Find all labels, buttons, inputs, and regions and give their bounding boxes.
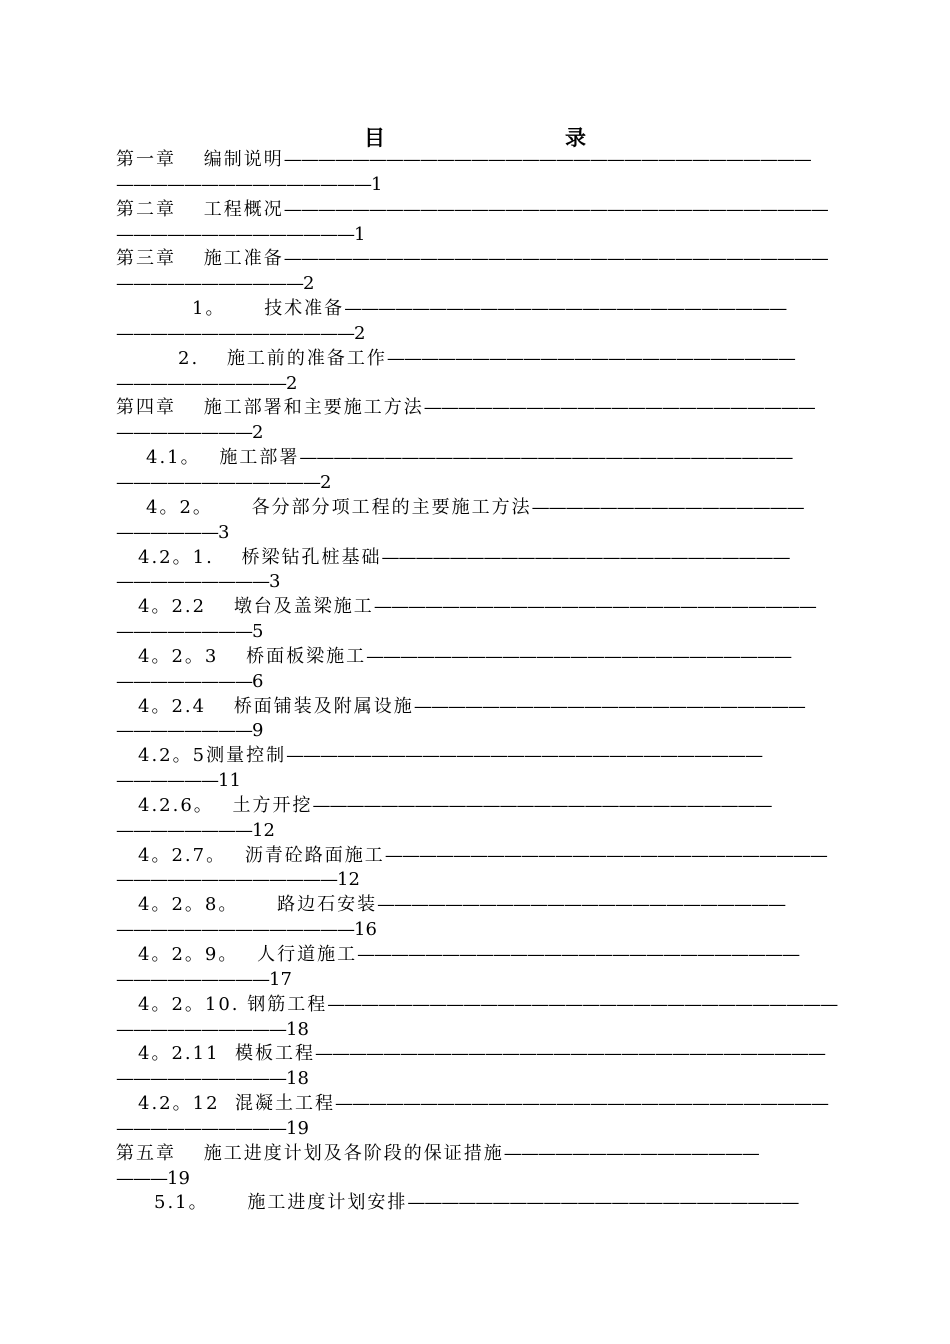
toc-entry[interactable] — [116, 943, 838, 993]
toc-entry-label: 工程概况 — [203, 198, 284, 220]
toc-entry-label: 人行道施工 — [257, 944, 358, 965]
toc-leader-dashes: —————— — [116, 770, 218, 792]
toc-page-number: 9 — [252, 720, 264, 742]
toc-entry-line — [116, 546, 838, 571]
toc-leader-dashes: ——————————————— — [116, 173, 371, 195]
toc-entry-continuation — [116, 968, 838, 993]
toc-entry-number: 4。2.7。 — [138, 844, 218, 866]
toc-entry-gap — [192, 447, 220, 468]
toc-entry-continuation — [116, 620, 838, 645]
toc-entry-number: 4。2。10. — [138, 993, 240, 1015]
toc-entry-number: 第一章 — [116, 149, 176, 170]
toc-entry-number: 第四章 — [116, 397, 176, 419]
toc-leader-dashes: ———————————————————————————————— — [283, 198, 828, 220]
toc-entry-continuation — [116, 570, 838, 595]
toc-entry-continuation — [116, 1018, 838, 1043]
toc-leader-dashes: ————————————— — [116, 869, 337, 891]
toc-leader-dashes: ———————————————————————————— — [286, 745, 763, 767]
toc-leader-dashes: —————————————————————————————— — [327, 993, 838, 1015]
toc-entry[interactable] — [116, 1042, 838, 1092]
toc-entry-number: 第二章 — [116, 198, 176, 220]
toc-leader-dashes: ————————————————————————— — [366, 645, 792, 667]
toc-leader-dashes: ———————————————— — [531, 496, 804, 518]
toc-entry-gap — [206, 696, 234, 717]
toc-entry-continuation — [116, 719, 838, 744]
toc-leader-dashes: ———————— — [116, 670, 252, 692]
toc-entry-line — [116, 297, 838, 322]
toc-leader-dashes: ——————————————————————— — [423, 397, 815, 419]
toc-entry-line — [116, 148, 838, 173]
toc-page-number: 12 — [252, 819, 275, 841]
toc-leader-dashes: —————————————— — [116, 223, 354, 245]
toc-page-number: 1 — [354, 223, 366, 245]
toc-entry-gap — [176, 1143, 204, 1164]
toc-leader-dashes: ———————— — [116, 621, 252, 643]
toc-entry-continuation — [116, 1216, 838, 1241]
toc-entry-continuation — [116, 223, 838, 248]
toc-entry[interactable] — [116, 198, 838, 248]
toc-page-number: 2 — [320, 471, 332, 493]
toc-page-number: 19 — [167, 1167, 190, 1189]
toc-entry-number: 5.1。 — [154, 1192, 200, 1214]
toc-entry-line — [116, 645, 838, 670]
toc-entry-line — [116, 396, 838, 421]
toc-leader-dashes: ——————————————————————— — [413, 695, 805, 717]
toc-entry-number: 4.1。 — [146, 447, 192, 469]
toc-entry-line — [116, 893, 838, 918]
toc-title-char-2: 录 — [565, 125, 586, 150]
toc-leader-dashes: —————————— — [116, 1018, 286, 1040]
toc-entry-line — [116, 695, 838, 720]
toc-leader-dashes: ———————— — [116, 720, 252, 742]
toc-page-number: 2 — [252, 422, 264, 444]
toc-entry-continuation — [116, 868, 838, 893]
toc-leader-dashes: —————————————————————————— — [373, 596, 816, 618]
toc-entry-line — [116, 744, 838, 769]
toc-entry-line — [116, 844, 838, 869]
toc-entry-number: 4.2。12 — [138, 1093, 220, 1115]
toc-entry-label: 模板工程 — [234, 1043, 315, 1065]
toc-page-number: 18 — [286, 1018, 309, 1040]
toc-leader-dashes: —————————————— — [116, 322, 354, 344]
toc-entry-number: 4。2。 — [146, 496, 204, 518]
toc-leader-dashes: ————————— — [116, 968, 269, 990]
toc-entry-line — [116, 1191, 838, 1216]
toc-entry-continuation — [116, 173, 838, 198]
toc-entry-gap — [205, 795, 233, 816]
toc-entry-gap — [176, 199, 204, 220]
toc-entry-label: 桥梁钻孔桩基础 — [241, 546, 382, 568]
toc-entry-continuation — [116, 1167, 838, 1192]
toc-page-number: 11 — [218, 770, 241, 792]
toc-leader-dashes: ————————— — [116, 571, 269, 593]
toc-entry-gap — [229, 944, 257, 965]
table-of-contents — [116, 148, 838, 1241]
toc-entry-gap — [199, 348, 227, 369]
toc-leader-dashes: —————————————————————————— — [384, 844, 827, 866]
toc-leader-dashes: —————————————————————————— — [357, 944, 800, 965]
toc-entry-line — [116, 198, 838, 223]
toc-entry[interactable] — [116, 1191, 838, 1241]
toc-entry-continuation — [116, 372, 838, 397]
toc-leader-dashes: ——————————————— — [503, 1142, 759, 1164]
toc-leader-dashes: —————————— — [116, 372, 286, 394]
toc-entry[interactable] — [116, 893, 838, 943]
toc-entry[interactable] — [116, 695, 838, 745]
toc-entry-line — [116, 1092, 838, 1117]
toc-entry-gap — [200, 1192, 248, 1213]
toc-entry-label: 各分部分项工程的主要施工方法 — [251, 496, 532, 518]
toc-entry-label: 土方开挖 — [232, 794, 313, 816]
toc-entry-gap — [220, 1043, 235, 1064]
toc-entry-continuation — [116, 521, 838, 546]
toc-entry[interactable] — [116, 347, 838, 397]
toc-entry-line — [116, 943, 838, 968]
toc-leader-dashes: ———————————— — [116, 471, 320, 493]
toc-entry-continuation — [116, 670, 838, 695]
toc-entry-label: 施工进度计划及各阶段的保证措施 — [203, 1142, 504, 1164]
toc-entry-continuation — [116, 272, 838, 297]
toc-page-number: 5 — [252, 621, 264, 643]
toc-entry-line — [116, 595, 838, 620]
toc-entry-gap — [176, 397, 204, 418]
toc-entry-line — [116, 347, 838, 372]
toc-entry-number: 第五章 — [116, 1142, 176, 1164]
toc-entry[interactable] — [116, 546, 838, 596]
toc-page-number: 2 — [354, 322, 366, 344]
toc-entry[interactable] — [116, 148, 838, 198]
toc-entry-continuation — [116, 769, 838, 794]
toc-leader-dashes: ——————————————————————————— — [312, 794, 772, 816]
toc-entry[interactable] — [116, 794, 838, 844]
toc-entry-number: 1。 — [192, 298, 217, 320]
toc-page-number: 2 — [286, 372, 298, 394]
toc-entry[interactable] — [116, 744, 838, 794]
toc-entry-label: 测量控制 — [206, 745, 287, 767]
toc-entry-gap — [220, 1093, 235, 1114]
toc-entry-label: 墩台及盖梁施工 — [233, 596, 374, 618]
toc-page-number: 6 — [252, 670, 264, 692]
toc-entry-gap — [206, 596, 234, 617]
toc-page-number: 16 — [354, 919, 377, 941]
toc-entry-gap — [176, 248, 204, 269]
toc-entry-number: 4.2.6。 — [138, 794, 205, 816]
toc-entry-continuation — [116, 819, 838, 844]
toc-entry[interactable] — [116, 446, 838, 496]
toc-entry-line — [116, 794, 838, 819]
toc-entry[interactable] — [116, 1092, 838, 1142]
toc-page-number: 17 — [269, 968, 292, 990]
toc-entry-gap — [214, 547, 242, 568]
toc-leader-dashes: —————————— — [116, 1117, 286, 1139]
toc-leader-dashes: —————————————————————————— — [344, 298, 787, 320]
toc-leader-dashes: ———————————————————————————————— — [283, 248, 828, 270]
toc-entry-number: 4。2.2 — [138, 596, 207, 618]
toc-entry-continuation — [116, 1067, 838, 1092]
toc-title-char-1: 目 — [364, 125, 385, 150]
toc-entry-label: 施工前的准备工作 — [226, 347, 387, 369]
toc-leader-dashes: —————————————— — [116, 919, 354, 941]
toc-entry-continuation — [116, 471, 838, 496]
toc-leader-dashes: ———————————————————————— — [377, 894, 786, 916]
toc-page-number: 12 — [337, 869, 360, 891]
toc-entry-number: 4。2.11 — [138, 1043, 220, 1065]
toc-entry-continuation — [116, 421, 838, 446]
toc-entry-gap — [229, 894, 277, 915]
toc-entry-number: 4。2。3 — [138, 645, 219, 667]
toc-entry-line — [116, 247, 838, 272]
toc-entry-gap — [218, 646, 246, 667]
toc-page-number: 18 — [286, 1068, 309, 1090]
toc-entry-continuation — [116, 918, 838, 943]
toc-entry-number: 4。2。9。 — [138, 944, 230, 965]
toc-entry-label: 施工进度计划安排 — [247, 1192, 408, 1214]
toc-entry[interactable] — [116, 247, 838, 297]
toc-leader-dashes: —————————————————————————————— — [314, 1043, 825, 1065]
toc-entry[interactable] — [116, 496, 838, 546]
toc-entry-label: 桥面铺装及附属设施 — [233, 695, 414, 717]
toc-entry-gap — [176, 149, 204, 170]
toc-entry[interactable] — [116, 396, 838, 446]
toc-entry-number: 第三章 — [116, 248, 176, 270]
toc-entry-label: 施工准备 — [203, 248, 284, 270]
toc-entry-continuation — [116, 322, 838, 347]
toc-entry[interactable] — [116, 1142, 838, 1192]
toc-entry-number: 2. — [178, 347, 200, 369]
toc-leader-dashes: —————— — [116, 521, 218, 543]
toc-entry-gap — [204, 497, 252, 518]
toc-entry-label: 混凝土工程 — [234, 1093, 335, 1115]
toc-page-number: 3 — [269, 571, 281, 593]
toc-entry-label: 钢筋工程 — [247, 993, 328, 1015]
toc-entry-label: 路边石安装 — [277, 894, 378, 916]
toc-entry-line — [116, 446, 838, 471]
toc-entry[interactable] — [116, 297, 838, 347]
toc-leader-dashes: ——————————————————————————————— — [283, 149, 811, 170]
toc-leader-dashes: ————————————————————————————— — [334, 1093, 828, 1115]
toc-entry[interactable] — [116, 595, 838, 645]
toc-entry-label: 施工部署 — [219, 447, 300, 469]
toc-entry[interactable] — [116, 844, 838, 894]
toc-entry-label: 沥青砼路面施工 — [244, 844, 385, 866]
toc-leader-dashes: ———————— — [116, 819, 252, 841]
toc-page-number: 2 — [303, 273, 315, 295]
toc-leader-dashes: ———————————————————————— — [381, 546, 790, 568]
toc-entry-label: 施工部署和主要施工方法 — [203, 397, 424, 419]
toc-leader-dashes: —————————— — [116, 1068, 286, 1090]
toc-leader-dashes: ——————————— — [116, 273, 303, 295]
toc-entry-line — [116, 1042, 838, 1067]
toc-entry[interactable] — [116, 645, 838, 695]
toc-entry[interactable] — [116, 993, 838, 1043]
toc-leader-dashes: ——————————————————————— — [407, 1192, 799, 1214]
toc-page-number: 1 — [371, 173, 383, 195]
toc-entry-line — [116, 496, 838, 521]
toc-entry-number: 4.2。5 — [138, 745, 207, 767]
toc-entry-label: 编制说明 — [203, 149, 284, 170]
toc-entry-continuation — [116, 1117, 838, 1142]
toc-leader-dashes: ———————————————————————— — [386, 347, 795, 369]
toc-leader-dashes: ——— — [116, 1167, 167, 1189]
toc-entry-gap — [217, 845, 245, 866]
toc-leader-dashes: ———————— — [116, 422, 252, 444]
toc-entry-number: 4。2.4 — [138, 695, 207, 717]
toc-leader-dashes: ————————————————————————————— — [299, 447, 793, 469]
toc-entry-label: 技术准备 — [264, 298, 345, 320]
toc-page-number: 3 — [218, 521, 230, 543]
toc-entry-number: 4。2。8。 — [138, 894, 230, 916]
toc-entry-label: 桥面板梁施工 — [246, 645, 367, 667]
toc-entry-gap — [216, 298, 264, 319]
toc-page-number: 19 — [286, 1117, 309, 1139]
toc-entry-number: 4.2。1. — [138, 546, 214, 568]
toc-entry-line — [116, 993, 838, 1018]
toc-entry-line — [116, 1142, 838, 1167]
